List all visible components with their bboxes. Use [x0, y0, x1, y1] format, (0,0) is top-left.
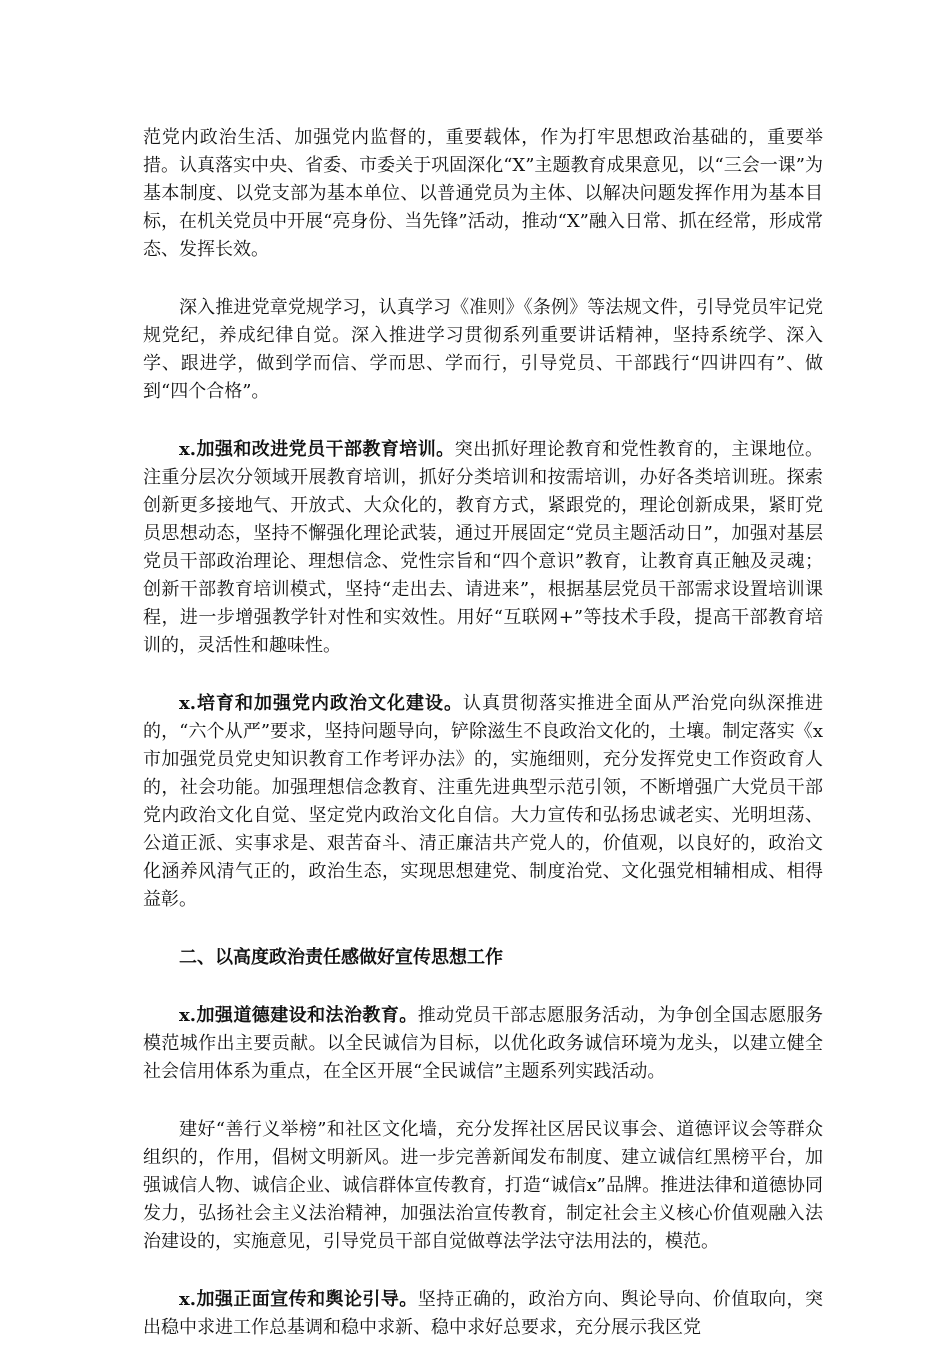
- paragraph-body-political-culture: 认真贯彻落实推进全面从严治党向纵深推进的，“六个从严”要求，坚持问题导向，铲除滋生不良政治文化的，土壤。制定落实《x市加强党员党史知识教育工作考评办法》的，实施细则，充分发挥党史工作资政育人的，社会功能。加强理想信念教育、注重先进典型示范引领，不断增强广大党员干部党内政治文化自觉、坚定党内政治文化自信。大力宣传和弘扬忠诚老实、光明坦荡、公道正派、实事求是、艰苦奋斗、清正廉洁共产党人的，价值观，以良好的，政治文化涵养风清气正的，政治生态，实现思想建党、制度治党、文化强党相辅相成、相得益彰。: [143, 693, 823, 910]
- paragraph-lead-political-culture: x.培育和加强党内政治文化建设。: [179, 693, 463, 714]
- paragraph-moral-legal-education: [143, 1002, 823, 1086]
- paragraph-body-moral-legal-education: 推动党员干部志愿服务活动，为争创全国志愿服务模范城作出主要贡献。以全民诚信为目标，以优化政务诚信环境为龙头，以建立健全社会信用体系为重点，在全区开展“全民诚信”主题系列实践活动。: [143, 1005, 823, 1082]
- paragraph-body-education-training: 突出抓好理论教育和党性教育的，主课地位。注重分层次分领域开展教育培训，抓好分类培训和按需培训，办好各类培训班。探索创新更多接地气、开放式、大众化的，教育方式，紧跟党的，理论创新成果，紧盯党员思想动态，坚持不懈强化理论武装，通过开展固定“党员主题活动日”，加强对基层党员干部政治理论、理想信念、党性宗旨和“四个意识”教育，让教育真正触及灵魂；创新干部教育培训模式，坚持“走出去、请进来”，根据基层党员干部需求设置培训课程，进一步增强教学针对性和实效性。用好“互联网+”等技术手段，提高干部教育培训的，灵活性和趣味性。: [143, 439, 824, 656]
- paragraph-lead-public-opinion: x.加强正面宣传和舆论引导。: [179, 1289, 418, 1310]
- paragraph-party-rules-study: 深入推进党章党规学习，认真学习《准则》《条例》等法规文件，引导党员牢记党规党纪，养成纪律自觉。深入推进学习贯彻系列重要讲话精神，坚持系统学、深入学、跟进学，做到学而信、学而思、学而行，引导党员、干部践行“四讲四有”、做到“四个合格”。: [143, 297, 823, 402]
- paragraph-education-training: [143, 436, 823, 660]
- paragraph-political-culture: [143, 690, 823, 914]
- paragraph-continued: 范党内政治生活、加强党内监督的，重要载体，作为打牢思想政治基础的，重要举措。认真落实中央、省委、市委关于巩固深化“X”主题教育成果意见，以“三会一课”为基本制度、以党支部为基本单位、以普通党员为主体、以解决问题发挥作用为基本目标，在机关党员中开展“亮身份、当先锋”活动，推动“X”融入日常、抓在经常，形成常态、发挥长效。: [143, 127, 823, 260]
- paragraph-integrity-brand: 建好“善行义举榜”和社区文化墙，充分发挥社区居民议事会、道德评议会等群众组织的，作用，倡树文明新风。进一步完善新闻发布制度、建立诚信红黑榜平台，加强诚信人物、诚信企业、诚信群体宣传教育，打造“诚信x”品牌。推进法律和道德协同发力，弘扬社会主义法治精神，加强法治宣传教育，制定社会主义核心价值观融入法治建设的，实施意见，引导党员干部自觉做尊法学法守法用法的，模范。: [143, 1119, 823, 1252]
- paragraph-public-opinion: [143, 1286, 823, 1342]
- section-heading-propaganda: 二、以高度政治责任感做好宣传思想工作: [179, 947, 503, 968]
- paragraph-body-public-opinion: 坚持正确的，政治方向、舆论导向、价值取向，突出稳中求进工作总基调和稳中求新、稳中求好总要求，充分展示我区党: [143, 1289, 823, 1338]
- document-body: [143, 124, 823, 1372]
- paragraph-lead-moral-legal-education: x.加强道德建设和法治教育。: [179, 1005, 418, 1026]
- paragraph-lead-education-training: x.加强和改进党员干部教育培训。: [179, 439, 455, 460]
